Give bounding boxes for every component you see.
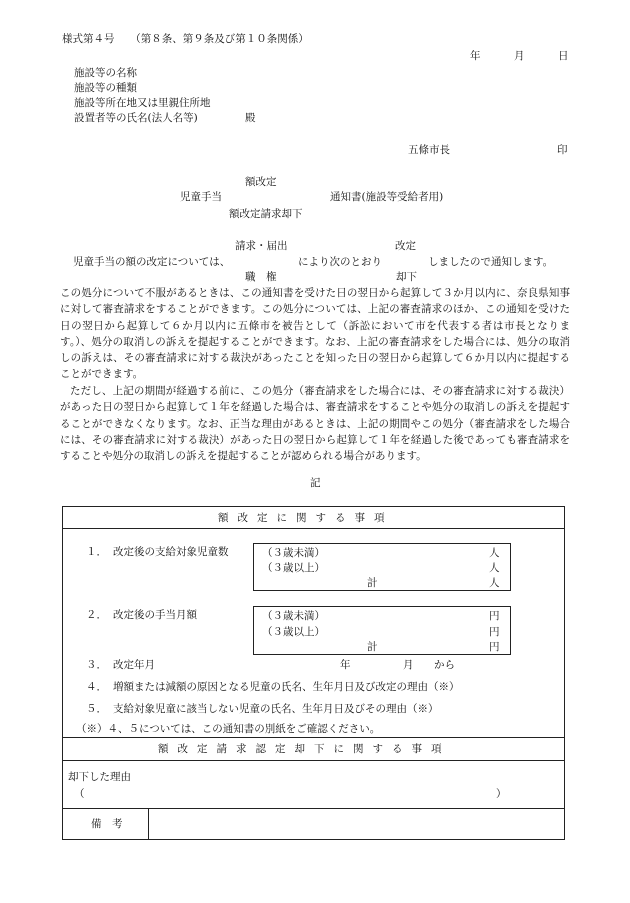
item1-total-unit: 人 — [489, 577, 500, 589]
item1-row2-label: （３歳以上） — [262, 562, 325, 574]
item2-number: ２． — [86, 609, 107, 621]
table-note: （※）４、５については、この通知書の別紙をご確認ください。 — [76, 723, 381, 735]
notice-above-right: 改定 — [395, 240, 416, 252]
divider — [148, 808, 149, 840]
divider — [62, 808, 565, 809]
section1-header: 額改定に関する事項 — [218, 512, 394, 524]
notice-above-left: 請求・届出 — [235, 240, 288, 252]
item2-row2-unit: 円 — [489, 626, 500, 638]
date-day: 日 — [558, 50, 569, 62]
notice-main-left: 児童手当の額の改定については、 — [73, 256, 231, 268]
title-right: 通知書(施設等受給者用) — [330, 191, 444, 203]
form-number: 様式第４号 （第８条、第９条及び第１０条関係） — [62, 33, 309, 45]
item5-number: ５． — [86, 703, 107, 715]
item3-from: から — [434, 659, 455, 671]
ki-heading: 記 — [310, 477, 321, 489]
item2-total-unit: 円 — [489, 641, 500, 653]
notice-main-middle: により次のとおり — [298, 256, 382, 268]
rejection-reason-label: 却下した理由 — [68, 771, 131, 783]
item4-label: 増額または減額の原因となる児童の氏名、生年月日及び改定の理由（※） — [113, 681, 460, 693]
item2-total-label: 計 — [367, 641, 378, 653]
date-year: 年 — [470, 50, 481, 62]
item3-year: 年 — [340, 659, 351, 671]
item1-row1-label: （３歳未満） — [262, 547, 325, 559]
item2-row1-label: （３歳未満） — [262, 610, 325, 622]
notice-main-right: しましたので通知します。 — [428, 256, 554, 268]
item4-number: ４． — [86, 681, 107, 693]
item1-total-label: 計 — [367, 577, 378, 589]
facility-address-label: 施設等所在地又は里親住所地 — [74, 97, 211, 109]
item2-row1-unit: 円 — [489, 610, 500, 622]
item5-label: 支給対象児童に該当しない児童の氏名、生年月日及びその理由（※） — [113, 703, 439, 715]
divider — [62, 737, 565, 738]
date-month: 月 — [514, 50, 525, 62]
founder-name-label: 設置者等の氏名(法人名等) — [74, 112, 198, 124]
facility-name-label: 施設等の名称 — [74, 67, 137, 79]
item3-label: 改定年月 — [113, 659, 155, 671]
seal-mark: 印 — [557, 144, 568, 156]
honorific: 殿 — [245, 112, 256, 124]
title-top: 額改定 — [245, 176, 277, 188]
appeal-paragraph-2: ただし、上記の期間が経過する前に、この処分（審査請求をした場合には、その審査請求に対する裁決）があった日の翌日から起算して１年を経過した場合は、審査請求をすることや処分の取消しの訴えを提起することができなくなります。なお、正当な理由があるときは、上記の期間やこの処分（審査請求をした場合には、その審査請求に対する裁決）があった日の翌日から起算して１年を経過した後であっても審査請求をすることや処分の取消しの訴えを提起することが認められる場合があります。 — [60, 385, 570, 463]
section2-header: 額改定請求認定却下に関する事項 — [158, 743, 451, 755]
item1-row2-unit: 人 — [489, 562, 500, 574]
facility-type-label: 施設等の種類 — [74, 82, 137, 94]
item3-month: 月 — [403, 659, 414, 671]
item2-label: 改定後の手当月額 — [113, 609, 197, 621]
mayor-title: 五條市長 — [408, 144, 450, 156]
title-bottom: 額改定請求却下 — [229, 208, 303, 220]
appeal-paragraph-1: この処分について不服があるときは、この通知書を受けた日の翌日から起算して３か月以内に、奈良県知事に対して審査請求をすることができます。この処分については、上記の審査請求のほか、この通知を受けた日の翌日から起算して６か月以内に五條市を被告として（訴訟において市を代表する者は市長となります。）、処分の取消しの訴えを提起することができます。なお、上記の審査請求をした場合には、処分の取消しの訴えは、その審査請求に対する裁決があったことを知った日の翌日から起算して６か月以内に提起することができます。 — [60, 287, 570, 381]
item3-number: ３． — [86, 659, 107, 671]
divider — [62, 528, 565, 529]
notice-below-right: 却下 — [396, 271, 417, 283]
remarks-label: 備 考 — [91, 818, 123, 830]
item1-row1-unit: 人 — [489, 547, 500, 559]
reason-paren-open: （ — [74, 788, 85, 800]
notice-below-left: 職 権 — [245, 271, 277, 283]
title-left: 児童手当 — [180, 191, 222, 203]
reason-paren-close: ） — [496, 788, 507, 800]
item2-row2-label: （３歳以上） — [262, 626, 325, 638]
item1-number: １． — [86, 546, 107, 558]
item1-label: 改定後の支給対象児童数 — [113, 546, 229, 558]
divider — [62, 760, 565, 761]
